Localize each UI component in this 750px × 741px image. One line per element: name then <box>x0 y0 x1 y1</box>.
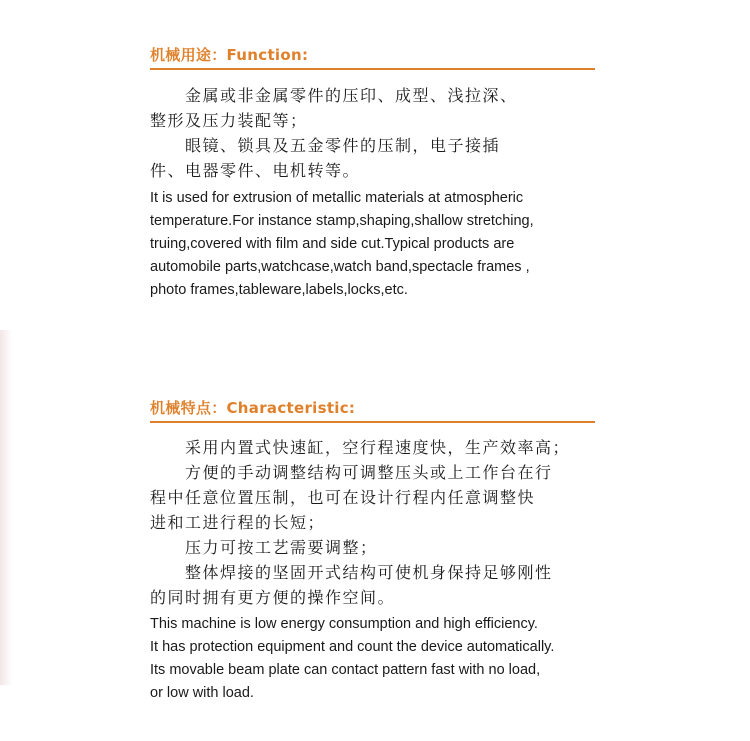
function-en-line: truing,covered with film and side cut.Typical products are <box>150 236 515 252</box>
characteristic-en-line: or low with load. <box>150 685 254 701</box>
function-chinese-text <box>150 83 595 183</box>
function-en-line: temperature.For instance stamp,shaping,shallow stretching, <box>150 213 534 229</box>
function-header: 机械用途：Function: <box>150 44 595 70</box>
function-english-text <box>150 187 595 302</box>
characteristic-en-line: Its movable beam plate can contact pattern fast with no load, <box>150 662 541 678</box>
function-zh-line: 件、电器零件、电机转等。 <box>150 161 361 180</box>
function-en-line: photo frames,tableware,labels,locks,etc. <box>150 282 408 298</box>
function-section <box>150 44 595 302</box>
characteristic-zh-line: 进和工进行程的长短； <box>150 513 326 532</box>
characteristic-english-text <box>150 613 595 705</box>
function-zh-line: 眼镜、锁具及五金零件的压制，电子接插 <box>150 136 501 155</box>
characteristic-zh-line: 压力可按工艺需要调整； <box>150 538 378 557</box>
characteristic-zh-line: 整体焊接的坚固开式结构可使机身保持足够刚性 <box>150 563 553 582</box>
function-zh-line: 整形及压力装配等； <box>150 111 308 130</box>
characteristic-section <box>150 397 595 705</box>
function-en-line: It is used for extrusion of metallic materials at atmospheric <box>150 190 524 206</box>
characteristic-zh-line: 的同时拥有更方便的操作空间。 <box>150 588 396 607</box>
characteristic-en-line: It has protection equipment and count the device automatically. <box>150 639 555 655</box>
left-edge-shade <box>0 330 12 685</box>
characteristic-header: 机械特点：Characteristic: <box>150 397 595 423</box>
function-en-line: automobile parts,watchcase,watch band,spectacle frames , <box>150 259 530 275</box>
characteristic-zh-line: 采用内置式快速缸，空行程速度快，生产效率高； <box>150 438 571 457</box>
characteristic-en-line: This machine is low energy consumption and high efficiency. <box>150 616 538 632</box>
characteristic-zh-line: 程中任意位置压制，也可在设计行程内任意调整快 <box>150 488 536 507</box>
function-zh-line: 金属或非金属零件的压印、成型、浅拉深、 <box>150 86 518 105</box>
characteristic-zh-line: 方便的手动调整结构可调整压头或上工作台在行 <box>150 463 553 482</box>
characteristic-chinese-text <box>150 435 595 610</box>
